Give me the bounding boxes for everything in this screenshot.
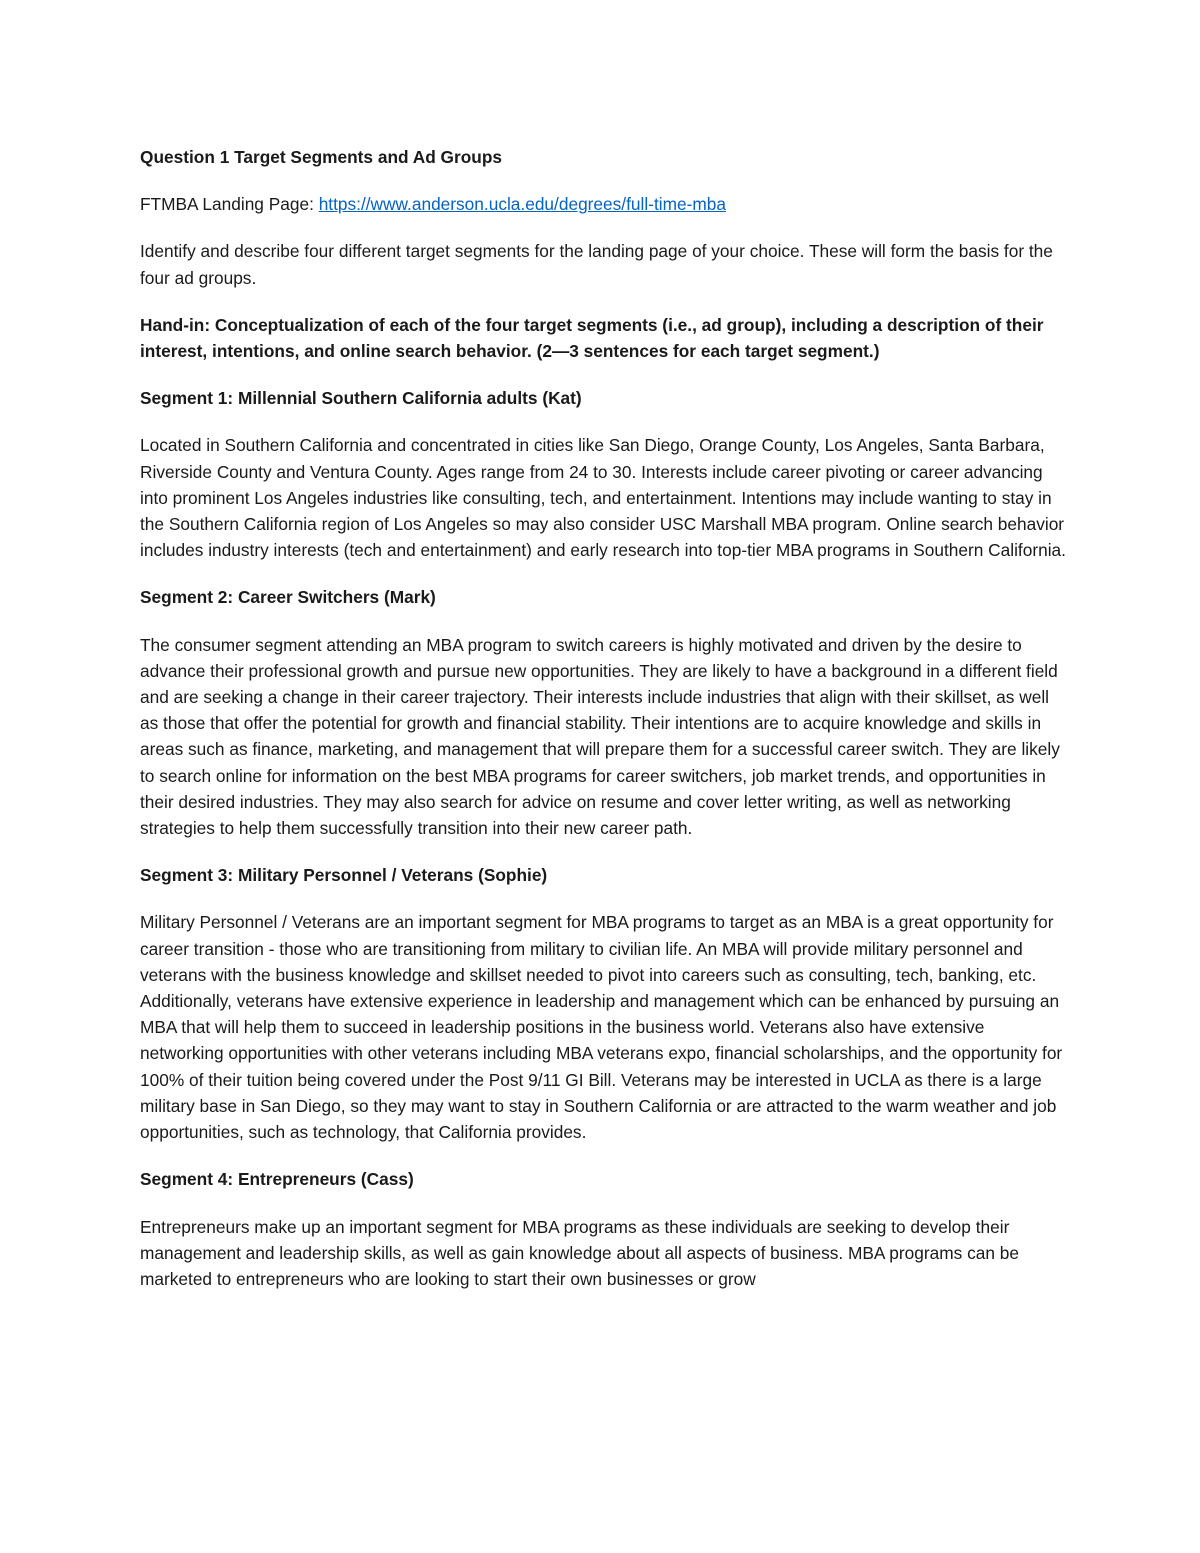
handin-paragraph: Hand-in: Conceptualization of each of the four target segments (i.e., ad group), including a description of their interest, intentions, and online search behavior. (2—3 sentences for each target segment.) (140, 314, 1044, 362)
document-body (140, 144, 1070, 1313)
landing-page-line (140, 191, 1070, 217)
segment-2-heading: Segment 2: Career Switchers (Mark) (140, 587, 436, 608)
segment-4-body: Entrepreneurs make up an important segment for MBA programs as these individuals are seeking to develop their management and leadership skills, as well as gain knowledge about all aspects of business. MBA programs can be marketed to entrepreneurs who are looking to start their own businesses or grow (140, 1216, 1019, 1289)
segment-3-body: Military Personnel / Veterans are an important segment for MBA programs to target as an MBA is a great opportunity for career transition - those who are transitioning from military to civilian life. An MBA will provide military personnel and veterans with the business knowledge and skillset needed to pivot into careers such as consulting, tech, banking, etc. Additionally, veterans have extensive experience in leadership and management which can be enhanced by pursuing an MBA that will help them to succeed in leadership positions in the business world. Veterans also have extensive networking opportunities with other veterans including MBA veterans expo, financial scholarships, and the opportunity for 100% of their tuition being covered under the Post 9/11 GI Bill. Veterans may be interested in UCLA as there is a large military base in San Diego, so they may want to stay in Southern California or are attracted to the warm weather and job opportunities, such as technology, that California provides. (140, 912, 1063, 1143)
landing-page-label: FTMBA Landing Page: (140, 194, 319, 215)
segment-2-body: The consumer segment attending an MBA program to switch careers is highly motivated and driven by the desire to advance their professional growth and pursue new opportunities. They are likely to have a background in a different field and are seeking a change in their career trajectory. Their interests include industries that align with their skillset, as well as those that offer the potential for growth and financial stability. Their intentions are to acquire knowledge and skills in areas such as finance, marketing, and management that will prepare them for a successful career switch. They are likely to search online for information on the best MBA programs for career switchers, job market trends, and opportunities in their desired industries. They may also search for advice on resume and cover letter writing, as well as networking strategies to help them successfully transition into their new career path. (140, 634, 1060, 839)
segment-4-heading: Segment 4: Entrepreneurs (Cass) (140, 1169, 414, 1190)
intro-paragraph: Identify and describe four different target segments for the landing page of your choice. These will form the basis for the four ad groups. (140, 241, 1053, 288)
segment-1-body: Located in Southern California and concentrated in cities like San Diego, Orange County, Los Angeles, Santa Barbara, Riverside County and Ventura County. Ages range from 24 to 30. Interests include career pivoting or career advancing into prominent Los Angeles industries like consulting, tech, and entertainment. Intentions may include wanting to stay in the Southern California region of Los Angeles so may also consider USC Marshall MBA program. Online search behavior includes industry interests (tech and entertainment) and early research into top-tier MBA programs in Southern California. (140, 435, 1066, 561)
segment-1-heading: Segment 1: Millennial Southern California adults (Kat) (140, 388, 582, 409)
document-title: Question 1 Target Segments and Ad Groups (140, 147, 502, 167)
landing-page-link[interactable]: https://www.anderson.ucla.edu/degrees/full-time-mba (318, 194, 726, 215)
segment-3-heading: Segment 3: Military Personnel / Veterans (Sophie) (140, 865, 548, 886)
